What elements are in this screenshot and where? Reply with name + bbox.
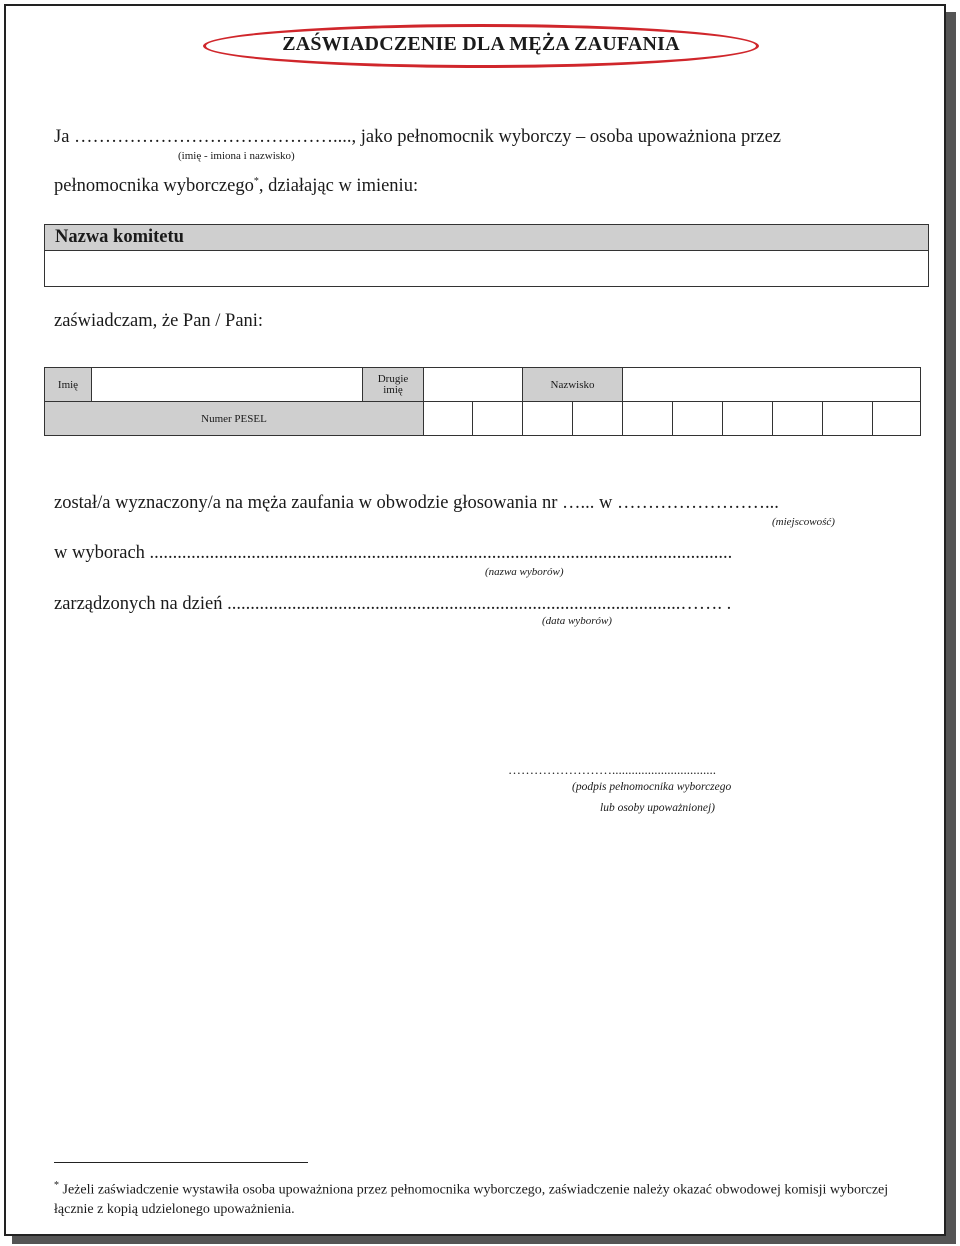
pesel-digit[interactable] — [424, 402, 473, 436]
pesel-label: Numer PESEL — [45, 402, 424, 436]
first-name-field[interactable] — [92, 368, 363, 402]
proxy-text: pełnomocnika wyborczego — [54, 176, 254, 197]
document-title: ZAŚWIADCZENIE DLA MĘŻA ZAUFANIA — [282, 33, 680, 55]
pesel-digit[interactable] — [873, 402, 921, 436]
appointment-line: został/a wyznaczony/a na męża zaufania w obwodzie głosowania nr …... w ……………………... — [54, 493, 779, 513]
signature-line: ……………………................................ — [508, 762, 716, 777]
declarant-line: Ja ……………………………………...., jako pełnomocnik wyborczy – osoba upoważniona przez — [54, 127, 782, 147]
surname-label: Nazwisko — [523, 368, 623, 402]
pesel-row — [45, 402, 921, 436]
committee-label: Nazwa komitetu — [45, 225, 928, 251]
signature-hint-1: (podpis pełnomocnika wyborczego — [572, 781, 732, 793]
pesel-digit[interactable] — [823, 402, 873, 436]
pesel-digit[interactable] — [473, 402, 523, 436]
second-name-label-2: imię — [383, 383, 403, 396]
elections-hint: (nazwa wyborów) — [485, 566, 564, 578]
footnote-text: Jeżeli zaświadczenie wystawiła osoba upoważniona przez pełnomocnika wyborczego, zaświadczenie należy okazać obwodowej komisji wyborczej łącznie z kopią udzielonego upoważnienia. — [54, 1182, 889, 1217]
footnote — [54, 1176, 914, 1219]
election-date-line: zarządzonych na dzień ..................................................................................................……. . — [54, 594, 732, 614]
declarant-name-hint: (imię - imiona i nazwisko) — [178, 150, 295, 162]
surname-field[interactable] — [623, 368, 921, 402]
second-name-label — [363, 368, 424, 402]
second-name-field[interactable] — [424, 368, 523, 402]
pesel-digit[interactable] — [723, 402, 773, 436]
name-row — [45, 368, 921, 402]
second-name-label-1: Drugie — [377, 372, 409, 385]
first-name-label: Imię — [45, 368, 92, 402]
signature-hint-2: lub osoby upoważnionej) — [600, 802, 715, 814]
election-date-hint: (data wyborów) — [542, 615, 612, 627]
committee-box — [44, 224, 929, 287]
elections-line: w wyborach .............................................................................................................................. — [54, 543, 733, 563]
proxy-text-rest: , działając w imieniu: — [258, 176, 419, 197]
pesel-digit[interactable] — [773, 402, 823, 436]
footnote-mark: * — [54, 1180, 59, 1191]
footnote-divider — [54, 1162, 308, 1163]
committee-name-field[interactable] — [45, 251, 928, 288]
person-table — [44, 367, 921, 436]
pesel-digit[interactable] — [573, 402, 623, 436]
pesel-digit[interactable] — [523, 402, 573, 436]
place-hint: (miejscowość) — [772, 516, 835, 528]
certify-line: zaświadczam, że Pan / Pani: — [54, 311, 264, 331]
pesel-digit[interactable] — [623, 402, 673, 436]
proxy-line — [54, 176, 418, 197]
footnote-reference: * — [253, 176, 259, 187]
pesel-digit[interactable] — [673, 402, 723, 436]
